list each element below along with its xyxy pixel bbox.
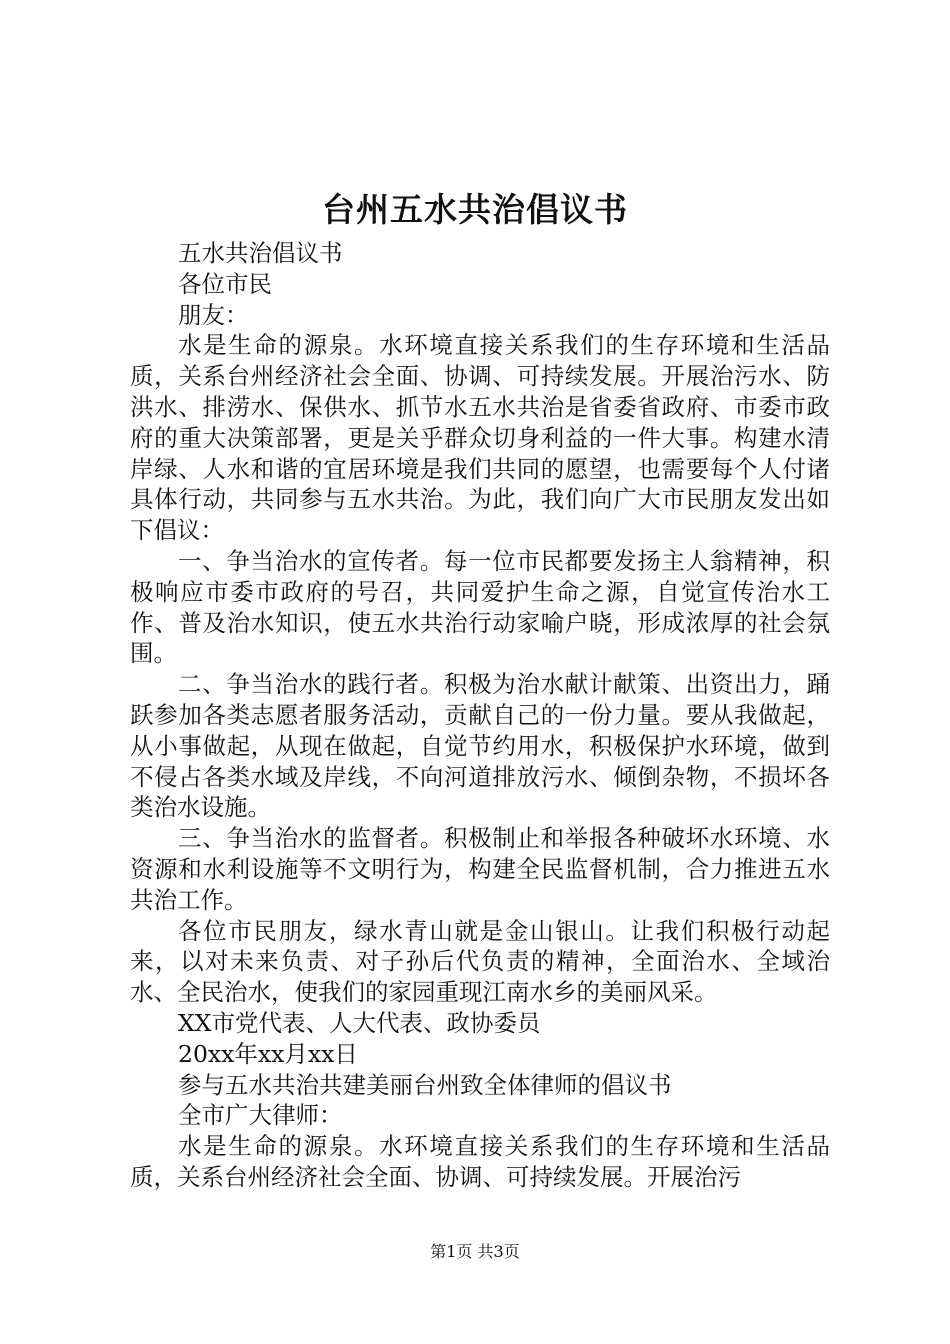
point-3-paragraph: 三、争当治水的监督者。积极制止和举报各种破坏水环境、水资源和水利设施等不文明行为，构建全民监督机制，合力推进五水共治工作。 (130, 824, 830, 914)
page-number-footer: 第1页 共3页 (430, 1242, 520, 1261)
second-letter-salutation: 全市广大律师： (178, 1101, 343, 1130)
intro-paragraph: 水是生命的源泉。水环境直接关系我们的生存环境和生活品质，关系台州经济社会全面、协调、可持续发展。开展治污水、防洪水、排涝水、保供水、抓节水五水共治是省委省政府、市委市政府的重大决策部署，更是关乎群众切身利益的一件大事。构建水清岸绿、人水和谐的宜居环境是我们共同的愿望，也需要每个人付诸具体行动，共同参与五水共治。为此，我们向广大市民朋友发出如下倡议： (130, 331, 830, 545)
closing-paragraph: 各位市民朋友，绿水青山就是金山银山。让我们积极行动起来，以对未来负责、对子孙后代负责的精神，全面治水、全域治水、全民治水，使我们的家园重现江南水乡的美丽风采。 (130, 916, 830, 1007)
document-title: 台州五水共治倡议书 (322, 190, 628, 229)
point-1-paragraph: 一、争当治水的宣传者。每一位市民都要发扬主人翁精神，积极响应市委市政府的号召，共同爱护生命之源，自觉宣传治水工作、普及治水知识，使五水共治行动家喻户晓，形成浓厚的社会氛围。 (130, 546, 830, 668)
salutation-line-1: 各位市民 (178, 269, 272, 298)
signature-org: XX市党代表、人大代表、政协委员 (178, 1008, 541, 1037)
document-body (130, 238, 830, 1193)
second-letter-heading: 参与五水共治共建美丽台州致全体律师的倡议书 (178, 1070, 672, 1099)
point-2-paragraph: 二、争当治水的践行者。积极为治水献计献策、出资出力，踊跃参加各类志愿者服务活动，贡献自己的一份力量。要从我做起，从小事做起，从现在做起，自觉节约用水，积极保护水环境，做到不侵占各类水域及岸线，不向河道排放污水、倾倒杂物，不损坏各类治水设施。 (130, 670, 830, 822)
salutation-line-2: 朋友： (178, 300, 249, 329)
second-letter-intro: 水是生命的源泉。水环境直接关系我们的生存环境和生活品质，关系台州经济社会全面、协调、可持续发展。开展治污 (130, 1132, 830, 1191)
signature-date: 20xx年xx月xx日 (178, 1039, 358, 1068)
subtitle-line: 五水共治倡议书 (178, 239, 343, 267)
